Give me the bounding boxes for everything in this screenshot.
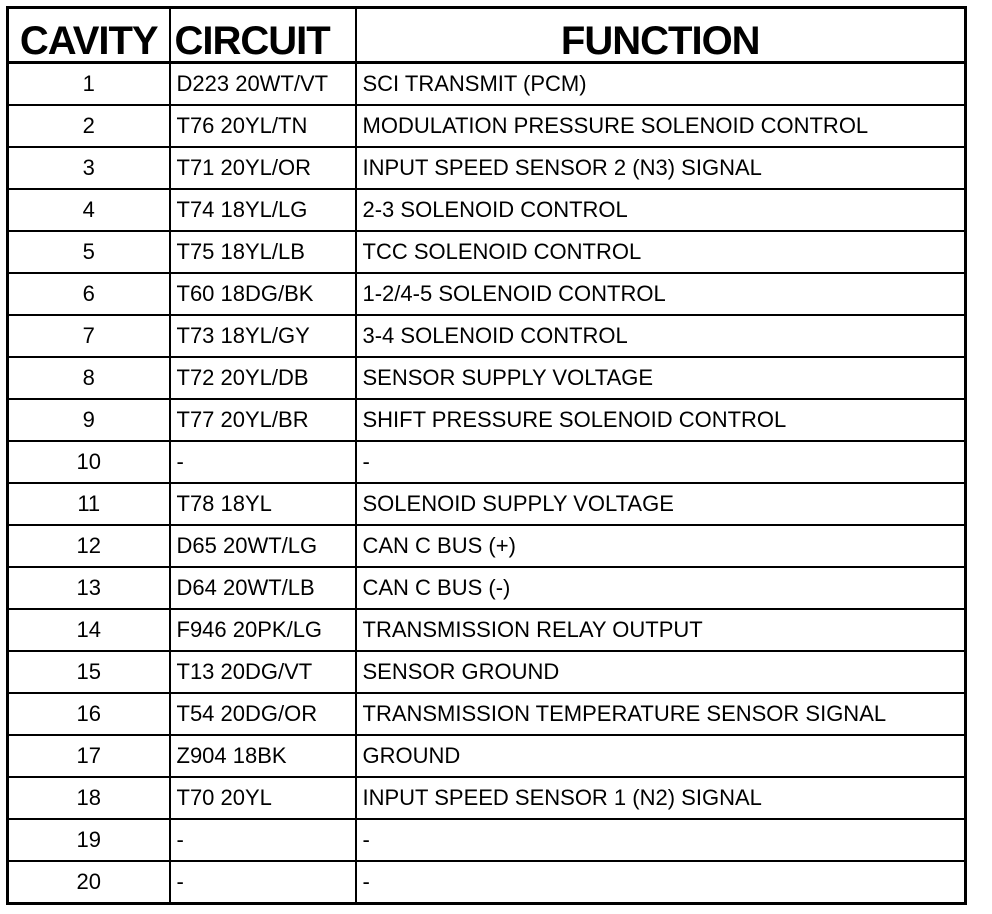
function-cell: TCC SOLENOID CONTROL: [356, 231, 966, 273]
table-row: [8, 441, 966, 483]
table-row: [8, 777, 966, 819]
table-header: [8, 8, 966, 63]
circuit-cell: Z904 18BK: [170, 735, 356, 777]
circuit-cell: T60 18DG/BK: [170, 273, 356, 315]
function-cell: 2-3 SOLENOID CONTROL: [356, 189, 966, 231]
connector-pinout-table: [6, 6, 967, 905]
table-row: [8, 693, 966, 735]
circuit-column-header: CIRCUIT: [170, 8, 356, 63]
cavity-cell: 17: [8, 735, 170, 777]
circuit-cell: T71 20YL/OR: [170, 147, 356, 189]
function-cell: CAN C BUS (-): [356, 567, 966, 609]
cavity-cell: 19: [8, 819, 170, 861]
cavity-cell: 18: [8, 777, 170, 819]
function-cell: -: [356, 861, 966, 904]
table-row: [8, 315, 966, 357]
circuit-cell: T73 18YL/GY: [170, 315, 356, 357]
cavity-cell: 14: [8, 609, 170, 651]
cavity-cell: 16: [8, 693, 170, 735]
table-row: [8, 651, 966, 693]
circuit-cell: T77 20YL/BR: [170, 399, 356, 441]
table-row: [8, 105, 966, 147]
function-cell: SHIFT PRESSURE SOLENOID CONTROL: [356, 399, 966, 441]
function-cell: SENSOR GROUND: [356, 651, 966, 693]
circuit-cell: T13 20DG/VT: [170, 651, 356, 693]
circuit-cell: -: [170, 441, 356, 483]
table-row: [8, 63, 966, 106]
cavity-cell: 8: [8, 357, 170, 399]
cavity-cell: 5: [8, 231, 170, 273]
function-cell: GROUND: [356, 735, 966, 777]
circuit-cell: -: [170, 861, 356, 904]
function-cell: TRANSMISSION RELAY OUTPUT: [356, 609, 966, 651]
cavity-cell: 15: [8, 651, 170, 693]
circuit-cell: T70 20YL: [170, 777, 356, 819]
cavity-cell: 12: [8, 525, 170, 567]
table-row: [8, 609, 966, 651]
cavity-cell: 6: [8, 273, 170, 315]
table-row: [8, 567, 966, 609]
cavity-cell: 7: [8, 315, 170, 357]
circuit-cell: T76 20YL/TN: [170, 105, 356, 147]
function-column-header: FUNCTION: [356, 8, 966, 63]
function-cell: INPUT SPEED SENSOR 1 (N2) SIGNAL: [356, 777, 966, 819]
function-cell: MODULATION PRESSURE SOLENOID CONTROL: [356, 105, 966, 147]
table-row: [8, 189, 966, 231]
function-cell: 3-4 SOLENOID CONTROL: [356, 315, 966, 357]
function-cell: SOLENOID SUPPLY VOLTAGE: [356, 483, 966, 525]
table-body: [8, 63, 966, 904]
circuit-cell: D64 20WT/LB: [170, 567, 356, 609]
function-cell: -: [356, 441, 966, 483]
table-row: [8, 861, 966, 904]
function-cell: INPUT SPEED SENSOR 2 (N3) SIGNAL: [356, 147, 966, 189]
cavity-cell: 3: [8, 147, 170, 189]
function-cell: SCI TRANSMIT (PCM): [356, 63, 966, 106]
header-row: [8, 8, 966, 63]
cavity-cell: 1: [8, 63, 170, 106]
circuit-cell: -: [170, 819, 356, 861]
table-row: [8, 399, 966, 441]
table-row: [8, 735, 966, 777]
cavity-cell: 2: [8, 105, 170, 147]
circuit-cell: T78 18YL: [170, 483, 356, 525]
cavity-cell: 20: [8, 861, 170, 904]
circuit-cell: D223 20WT/VT: [170, 63, 356, 106]
table-row: [8, 525, 966, 567]
cavity-cell: 13: [8, 567, 170, 609]
circuit-cell: F946 20PK/LG: [170, 609, 356, 651]
table-row: [8, 357, 966, 399]
circuit-cell: T72 20YL/DB: [170, 357, 356, 399]
table-row: [8, 231, 966, 273]
circuit-cell: T54 20DG/OR: [170, 693, 356, 735]
table-row: [8, 819, 966, 861]
function-cell: SENSOR SUPPLY VOLTAGE: [356, 357, 966, 399]
cavity-cell: 10: [8, 441, 170, 483]
circuit-cell: T74 18YL/LG: [170, 189, 356, 231]
table-row: [8, 483, 966, 525]
function-cell: TRANSMISSION TEMPERATURE SENSOR SIGNAL: [356, 693, 966, 735]
function-cell: 1-2/4-5 SOLENOID CONTROL: [356, 273, 966, 315]
table-row: [8, 147, 966, 189]
cavity-cell: 4: [8, 189, 170, 231]
circuit-cell: D65 20WT/LG: [170, 525, 356, 567]
cavity-column-header: CAVITY: [8, 8, 170, 63]
function-cell: -: [356, 819, 966, 861]
table-row: [8, 273, 966, 315]
function-cell: CAN C BUS (+): [356, 525, 966, 567]
cavity-cell: 11: [8, 483, 170, 525]
cavity-cell: 9: [8, 399, 170, 441]
circuit-cell: T75 18YL/LB: [170, 231, 356, 273]
